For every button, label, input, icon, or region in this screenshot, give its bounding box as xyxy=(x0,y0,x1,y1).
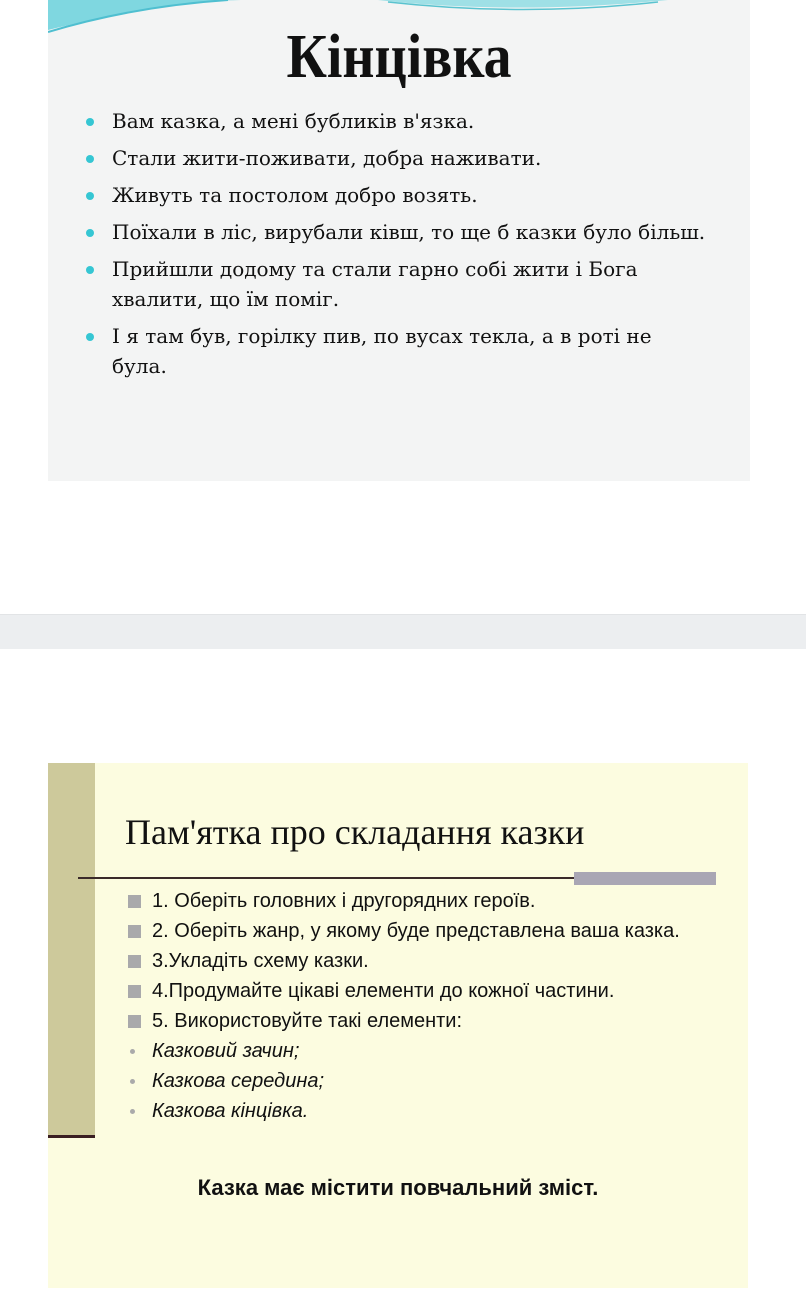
list-item: 2. Оберіть жанр, у якому буде представлена ваша казка. xyxy=(128,919,708,943)
list-item: 1. Оберіть головних і другорядних героїв. xyxy=(128,889,708,913)
ending-list xyxy=(88,106,708,388)
title-divider-accent xyxy=(574,872,716,885)
slide-title: Кінцівка xyxy=(286,23,512,91)
list-item: 5. Використовуйте такі елементи: xyxy=(128,1009,708,1033)
list-item: Прийшли додому та стали гарно собі жити і Бога хвалити, що їм поміг. xyxy=(88,254,708,314)
sub-list-item: Казковий зачин; xyxy=(128,1039,708,1063)
list-item: Поїхали в ліс, вирубали ківш, то ще б казки було більш. xyxy=(88,217,708,247)
list-item: І я там був, горілку пив, по вусах текла, а в роті не була. xyxy=(88,321,708,381)
memo-list xyxy=(128,889,708,1129)
sub-list-item: Казкова кінцівка. xyxy=(128,1099,708,1123)
slide-memo xyxy=(48,763,748,1288)
list-item: Вам казка, а мені бубликів в'язка. xyxy=(88,106,708,136)
list-item: 4.Продумайте цікаві елементи до кожної частини. xyxy=(128,979,708,1003)
list-item: Стали жити-поживати, добра наживати. xyxy=(88,143,708,173)
list-item: 3.Укладіть схему казки. xyxy=(128,949,708,973)
slide-ending xyxy=(48,0,750,481)
page-separator xyxy=(0,614,806,649)
side-line-decoration xyxy=(48,1135,95,1138)
side-bar-decoration xyxy=(48,763,95,1136)
slide-title: Пам'ятка про складання казки xyxy=(125,812,585,852)
list-item: Живуть та постолом добро возять. xyxy=(88,180,708,210)
sub-list-item: Казкова середина; xyxy=(128,1069,708,1093)
conclusion-text: Казка має містити повчальний зміст. xyxy=(197,1175,599,1200)
